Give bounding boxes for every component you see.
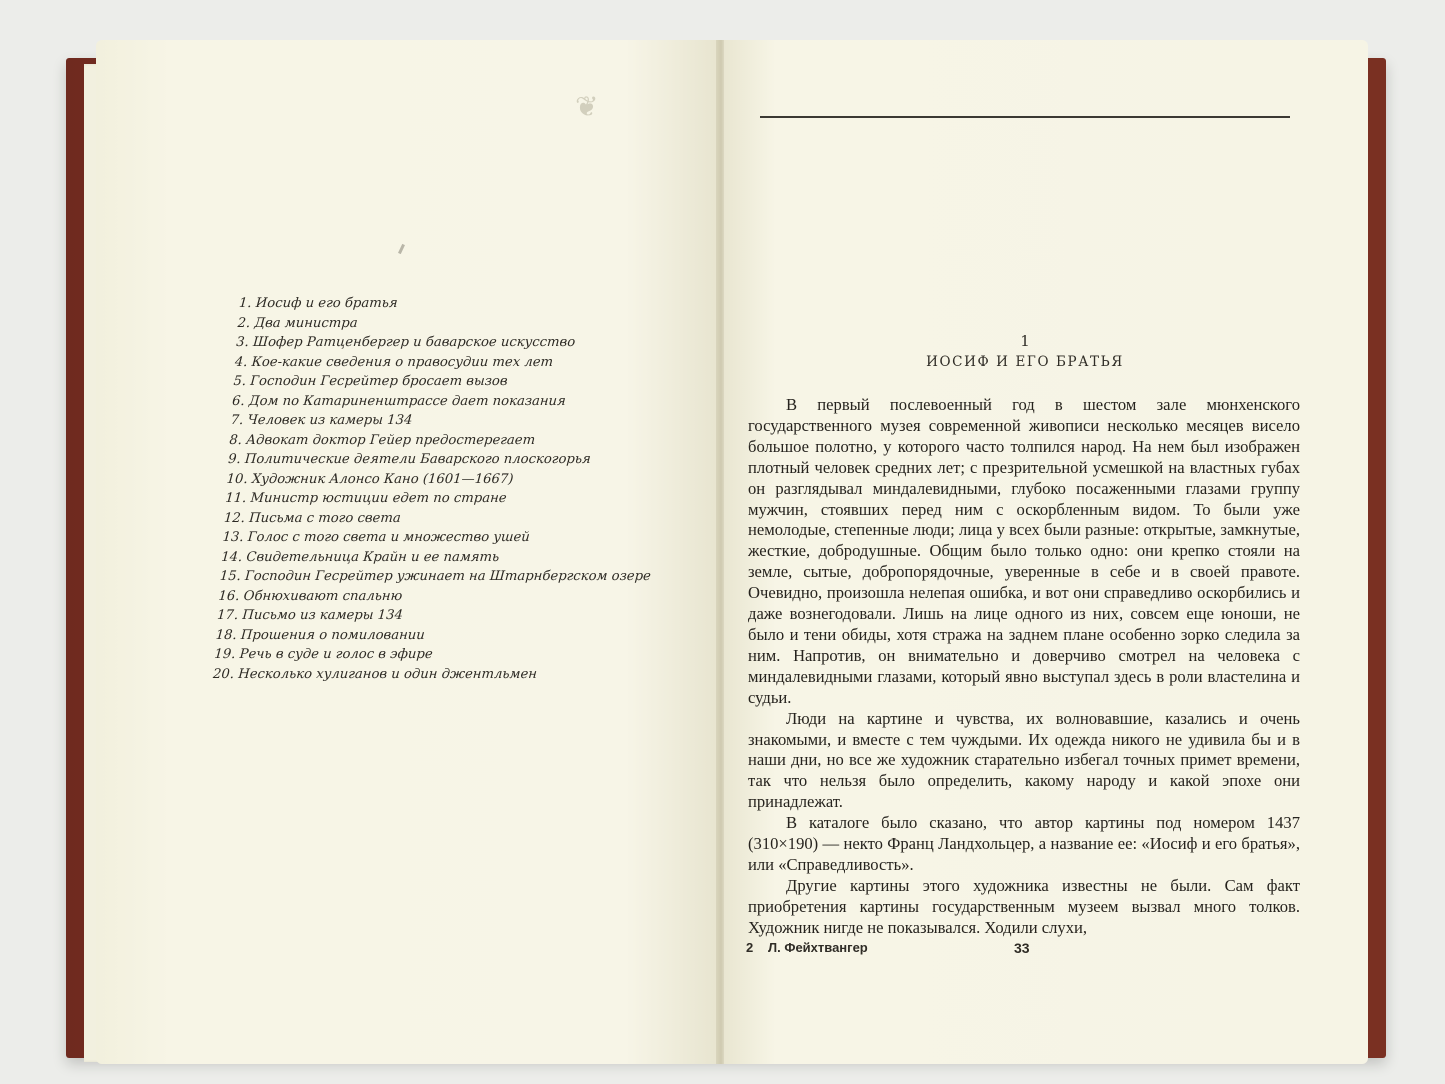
show-through-emblem-icon: ❦: [575, 90, 599, 123]
body-paragraph: Другие картины этого художника известны не были. Сам факт приобретения картины государственным музеем вызвал много толков. Художник нигде не показывался. Ходили слухи,: [748, 875, 1300, 937]
toc-item: 1. Иосиф и его братья: [238, 296, 399, 311]
toc-item: 8. Адвокат доктор Гейер предостерегает: [228, 432, 536, 448]
body-paragraph: Люди на картине и чувства, их волновавшие, казались и очень знакомыми, и вместе с тем чуждыми. Их одежда никого не удивила бы и в наши дни, но все же художник старательно избегал точных примет времени, так что нельзя было определить, какому народу и какой эпохе они принадлежат.: [748, 708, 1300, 812]
toc-item: 6. Дом по Катариненштрассе дает показания: [231, 393, 567, 409]
chapter-title: ИОСИФ И ЕГО БРАТЬЯ: [926, 354, 1124, 370]
table-of-contents: [212, 294, 699, 684]
toc-item: 3. Шофер Ратценбергер и баварское искусство: [235, 335, 576, 350]
header-rule: [760, 116, 1290, 118]
page-number: 33: [1014, 940, 1030, 956]
toc-item: 10. Художник Алонсо Кано (1601—1667): [226, 471, 514, 487]
chapter-number: 1: [1020, 332, 1030, 350]
toc-item: 17. Письмо из камеры 134: [216, 608, 404, 623]
toc-item: 4. Кое-какие сведения о правосудии тех лет: [234, 354, 554, 370]
toc-item: 12. Письма с того света: [223, 510, 402, 526]
toc-item: 20. Несколько хулиганов и один джентльмен: [212, 666, 538, 682]
chapter-body: [748, 395, 1300, 939]
toc-item: 14. Свидетельница Крайн и ее память: [220, 549, 500, 565]
toc-item: 19. Речь в суде и голос в эфире: [213, 647, 434, 662]
signature-mark: 2: [746, 940, 754, 955]
toc-item: 2. Два министра: [237, 315, 359, 331]
toc-item: 9. Политические деятели Баварского плоскогорья: [227, 452, 592, 467]
toc-item: 15. Господин Гесрейтер ужинает на Штарнбергском озере: [219, 569, 652, 584]
toc-item: 13. Голос с того света и множество ушей: [222, 530, 531, 545]
toc-item: 16. Обнюхивают спальню: [217, 588, 403, 604]
toc-item: 5. Господин Гесрейтер бросает вызов: [232, 374, 509, 389]
toc-item: 11. Министр юстиции едет по стране: [224, 491, 508, 506]
toc-item: 18. Прошения о помиловании: [215, 627, 426, 643]
body-paragraph: В каталоге было сказано, что автор картины под номером 1437 (310×190) — некто Франц Ландхольцер, а название ее: «Иосиф и его братья», или «Справедливость».: [748, 813, 1300, 874]
footer-author: Л. Фейхтвангер: [768, 940, 868, 955]
toc-item: 7. Человек из камеры 134: [230, 413, 413, 428]
body-paragraph: В первый послевоенный год в шестом зале мюнхенского государственного музея современной живописи несколько месяцев висело большое полотно, у которого часто толпился народ. На нем был изображен плотный человек средних лет; с презрительной усмешкой на властных губах он разглядывал миндалевидными, глубоко посаженными глазами группу мужчин, стоявших перед ним с оскорбленным видом. То были уже немолодые, степенные люди; лица у всех были разные: открытые, замкнутые, жесткие, добродушные. Общим было только одно: они крепко стояли на земле, сытые, добропорядочные, уверенные в себе и в своей правоте. Очевидно, произошла нелепая ошибка, и вот они справедливо оскорбились и даже вознегодовали. Лишь на лице одного из них, совсем еще юноши, не было и тени обиды, хотя стража на заднем плане особенно зорко следила за ним. Напротив, он внимательно и доверчиво смотрел на человека с миндалевидными глазами, который явно выступал здесь в роли властелина и судьи.: [748, 395, 1300, 707]
